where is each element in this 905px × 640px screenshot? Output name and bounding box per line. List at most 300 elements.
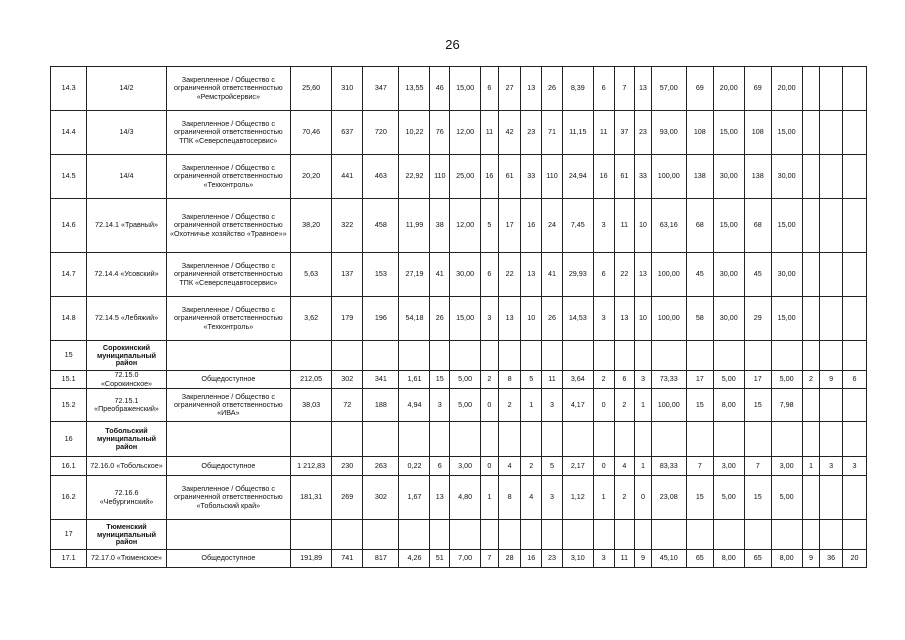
- table-cell: 5,00: [450, 389, 481, 422]
- table-cell: 30,00: [713, 155, 744, 199]
- table-cell: 108: [686, 111, 713, 155]
- ground-category: Закрепленное / Общество с ограниченной ответственностью «Техконтроль»: [166, 297, 290, 341]
- table-cell: 263: [363, 457, 399, 476]
- table-cell: 11: [542, 371, 563, 389]
- table-cell: 38: [430, 199, 450, 253]
- row-number: 17.1: [51, 550, 87, 568]
- table-cell: [802, 520, 820, 550]
- region-name: Тобольский муниципальный район: [87, 422, 167, 457]
- table-cell: [593, 520, 614, 550]
- table-cell: 11: [614, 199, 635, 253]
- table-cell: 6: [593, 67, 614, 111]
- table-cell: 310: [332, 67, 363, 111]
- table-cell: 10: [635, 199, 652, 253]
- table-cell: [614, 520, 635, 550]
- table-cell: 3,00: [450, 457, 481, 476]
- table-row: [51, 253, 867, 297]
- table-cell: 20,00: [771, 67, 802, 111]
- table-cell: 24: [542, 199, 563, 253]
- table-cell: 6: [481, 67, 499, 111]
- table-cell: [842, 253, 866, 297]
- table-cell: 5,00: [713, 476, 744, 520]
- table-cell: 8: [498, 371, 521, 389]
- table-cell: [820, 253, 843, 297]
- table-cell: 45,10: [651, 550, 686, 568]
- table-cell: 2: [614, 476, 635, 520]
- table-cell: [430, 520, 450, 550]
- table-cell: 302: [332, 371, 363, 389]
- table-cell: [450, 520, 481, 550]
- table-cell: 23: [635, 111, 652, 155]
- table-cell: 3: [481, 297, 499, 341]
- table-cell: 25,60: [290, 67, 331, 111]
- table-cell: 69: [744, 67, 771, 111]
- table-cell: [802, 297, 820, 341]
- table-cell: [842, 520, 866, 550]
- table-cell: 4: [498, 457, 521, 476]
- table-cell: 13: [521, 67, 542, 111]
- table-cell: 65: [744, 550, 771, 568]
- table-cell: 13: [635, 67, 652, 111]
- table-cell: 3: [593, 297, 614, 341]
- table-cell: [802, 422, 820, 457]
- row-number: 14.4: [51, 111, 87, 155]
- table-cell: 20,20: [290, 155, 331, 199]
- table-cell: 24,94: [562, 155, 593, 199]
- table-cell: 3: [842, 457, 866, 476]
- table-cell: 7,00: [450, 550, 481, 568]
- table-row: [51, 111, 867, 155]
- table-cell: 181,31: [290, 476, 331, 520]
- table-cell: 10: [521, 297, 542, 341]
- table-cell: 6: [614, 371, 635, 389]
- table-cell: [363, 520, 399, 550]
- table-cell: 16: [481, 155, 499, 199]
- table-cell: [521, 520, 542, 550]
- table-cell: 72: [332, 389, 363, 422]
- table-cell: 5,00: [771, 476, 802, 520]
- table-cell: 23: [542, 550, 563, 568]
- row-number: 15.1: [51, 371, 87, 389]
- region-row: [51, 341, 867, 371]
- ground-name: 72.14.4 «Усовский»: [87, 253, 167, 297]
- table-cell: 230: [332, 457, 363, 476]
- table-cell: [686, 341, 713, 371]
- table-cell: [802, 199, 820, 253]
- table-cell: 100,00: [651, 297, 686, 341]
- table-cell: 41: [542, 253, 563, 297]
- table-cell: 10: [635, 297, 652, 341]
- table-cell: 4,17: [562, 389, 593, 422]
- table-cell: 138: [686, 155, 713, 199]
- table-cell: [842, 199, 866, 253]
- table-cell: 54,18: [399, 297, 430, 341]
- table-cell: [481, 341, 499, 371]
- table-cell: 5,00: [771, 371, 802, 389]
- table-cell: 58: [686, 297, 713, 341]
- table-cell: 15,00: [713, 199, 744, 253]
- table-cell: 30,00: [713, 253, 744, 297]
- table-cell: 13,55: [399, 67, 430, 111]
- table-cell: 11,99: [399, 199, 430, 253]
- table-cell: 1: [635, 457, 652, 476]
- table-cell: 2,17: [562, 457, 593, 476]
- table-cell: [481, 520, 499, 550]
- table-cell: 23: [521, 111, 542, 155]
- table-cell: 269: [332, 476, 363, 520]
- table-cell: 57,00: [651, 67, 686, 111]
- region-row: [51, 422, 867, 457]
- table-cell: [450, 422, 481, 457]
- table-cell: [399, 520, 430, 550]
- ground-category: Закрепленное / Общество с ограниченной ответственностью «ИВА»: [166, 389, 290, 422]
- table-cell: 5,00: [713, 371, 744, 389]
- table-cell: 28: [498, 550, 521, 568]
- table-cell: [542, 341, 563, 371]
- table-cell: 8,00: [771, 550, 802, 568]
- table-cell: [713, 422, 744, 457]
- table-row: [51, 155, 867, 199]
- table-cell: 16: [521, 199, 542, 253]
- table-cell: 5: [542, 457, 563, 476]
- table-cell: 2: [614, 389, 635, 422]
- table-cell: 100,00: [651, 253, 686, 297]
- table-cell: [744, 422, 771, 457]
- table-cell: 3: [593, 550, 614, 568]
- table-cell: 4: [521, 476, 542, 520]
- table-cell: [842, 111, 866, 155]
- table-cell: 15,00: [771, 111, 802, 155]
- table-cell: 7,45: [562, 199, 593, 253]
- table-cell: 6: [593, 253, 614, 297]
- table-cell: 3,00: [713, 457, 744, 476]
- table-cell: 5,00: [450, 371, 481, 389]
- table-cell: 29: [744, 297, 771, 341]
- table-cell: [842, 476, 866, 520]
- page-number: 26: [445, 37, 460, 52]
- table-cell: 7: [481, 550, 499, 568]
- table-cell: 33: [635, 155, 652, 199]
- table-cell: 61: [498, 155, 521, 199]
- ground-name: 14/3: [87, 111, 167, 155]
- table-cell: 12,00: [450, 199, 481, 253]
- table-cell: 720: [363, 111, 399, 155]
- table-cell: 6: [481, 253, 499, 297]
- table-cell: 153: [363, 253, 399, 297]
- table-cell: 14,53: [562, 297, 593, 341]
- table-cell: 341: [363, 371, 399, 389]
- table-row: [51, 457, 867, 476]
- table-cell: [744, 341, 771, 371]
- ground-category: Закрепленное / Общество с ограниченной ответственностью ТПК «Северспецавтосервис»: [166, 111, 290, 155]
- table-cell: 1: [481, 476, 499, 520]
- table-cell: 26: [542, 67, 563, 111]
- ground-category: Закрепленное / Общество с ограниченной ответственностью «Техконтроль»: [166, 155, 290, 199]
- table-cell: 137: [332, 253, 363, 297]
- table-cell: 30,00: [713, 297, 744, 341]
- ground-name: 72.16.0 «Тобольское»: [87, 457, 167, 476]
- table-cell: 3: [635, 371, 652, 389]
- table-cell: 37: [614, 111, 635, 155]
- table-cell: 13: [635, 253, 652, 297]
- table-cell: 1 212,83: [290, 457, 331, 476]
- table-row: [51, 371, 867, 389]
- table-cell: 25,00: [450, 155, 481, 199]
- table-cell: 2: [802, 371, 820, 389]
- table-cell: [635, 341, 652, 371]
- table-cell: 9: [802, 550, 820, 568]
- ground-category: Закрепленное / Общество с ограниченной ответственностью «Охотничье хозяйство «Травное»»: [166, 199, 290, 253]
- ground-category: Общедоступное: [166, 457, 290, 476]
- table-cell: 68: [686, 199, 713, 253]
- table-cell: 0: [593, 457, 614, 476]
- table-cell: 68: [744, 199, 771, 253]
- table-cell: 3,00: [771, 457, 802, 476]
- table-cell: 15,00: [771, 199, 802, 253]
- region-name: Тюменский муниципальный район: [87, 520, 167, 550]
- table-cell: [651, 341, 686, 371]
- table-cell: [399, 341, 430, 371]
- table-cell: 6: [842, 371, 866, 389]
- table-cell: 100,00: [651, 155, 686, 199]
- row-number: 17: [51, 520, 87, 550]
- table-cell: 27: [498, 67, 521, 111]
- row-number: 16: [51, 422, 87, 457]
- table-cell: 1: [802, 457, 820, 476]
- table-cell: 9: [635, 550, 652, 568]
- table-cell: 27,19: [399, 253, 430, 297]
- table-cell: 30,00: [771, 155, 802, 199]
- table-cell: 1: [521, 389, 542, 422]
- table-cell: 5,63: [290, 253, 331, 297]
- ground-name: 72.17.0 «Тюменское»: [87, 550, 167, 568]
- table-cell: 26: [430, 297, 450, 341]
- ground-category: Закрепленное / Общество с ограниченной ответственностью ТПК «Северспецавтосервис»: [166, 253, 290, 297]
- table-cell: 4,80: [450, 476, 481, 520]
- table-cell: 212,05: [290, 371, 331, 389]
- ground-name: 14/2: [87, 67, 167, 111]
- table-cell: 8: [498, 476, 521, 520]
- table-cell: 7,98: [771, 389, 802, 422]
- table-cell: [686, 422, 713, 457]
- table-cell: 741: [332, 550, 363, 568]
- table-cell: 45: [686, 253, 713, 297]
- table-cell: 110: [542, 155, 563, 199]
- row-number: 16.1: [51, 457, 87, 476]
- row-number: 14.7: [51, 253, 87, 297]
- table-cell: [562, 422, 593, 457]
- table-cell: [290, 520, 331, 550]
- table-cell: 3: [430, 389, 450, 422]
- hunting-grounds-table: [50, 66, 867, 568]
- table-cell: 110: [430, 155, 450, 199]
- table-cell: 3,62: [290, 297, 331, 341]
- table-cell: 458: [363, 199, 399, 253]
- table-cell: 1,67: [399, 476, 430, 520]
- table-cell: 2: [593, 371, 614, 389]
- table-cell: 6: [430, 457, 450, 476]
- table-cell: 65: [686, 550, 713, 568]
- table-cell: 20: [842, 550, 866, 568]
- table-cell: 1: [593, 476, 614, 520]
- table-cell: 4: [614, 457, 635, 476]
- table-cell: 8,39: [562, 67, 593, 111]
- table-cell: [820, 67, 843, 111]
- table-cell: 5: [521, 371, 542, 389]
- table-cell: 76: [430, 111, 450, 155]
- table-cell: [802, 67, 820, 111]
- table-cell: [498, 520, 521, 550]
- table-cell: 17: [744, 371, 771, 389]
- table-cell: [842, 297, 866, 341]
- table-cell: 188: [363, 389, 399, 422]
- table-cell: 2: [498, 389, 521, 422]
- table-cell: [651, 520, 686, 550]
- table-cell: [481, 422, 499, 457]
- table-row: [51, 476, 867, 520]
- table-cell: [842, 341, 866, 371]
- table-cell: [802, 476, 820, 520]
- table-cell: 22: [614, 253, 635, 297]
- table-cell: [332, 341, 363, 371]
- table-cell: [593, 341, 614, 371]
- table-cell: [593, 422, 614, 457]
- table-cell: [635, 422, 652, 457]
- ground-name: 72.16.6 «Чебургинский»: [87, 476, 167, 520]
- table-cell: [363, 422, 399, 457]
- table-cell: [651, 422, 686, 457]
- table-cell: 463: [363, 155, 399, 199]
- table-cell: [542, 422, 563, 457]
- table-cell: 30,00: [771, 253, 802, 297]
- table-cell: [713, 341, 744, 371]
- table-cell: 817: [363, 550, 399, 568]
- region-name: Сорокинский муниципальный район: [87, 341, 167, 371]
- table-cell: [332, 422, 363, 457]
- table-cell: 138: [744, 155, 771, 199]
- table-cell: 11: [593, 111, 614, 155]
- table-cell: [686, 520, 713, 550]
- table-cell: [820, 155, 843, 199]
- table-cell: [430, 341, 450, 371]
- table-cell: 1,12: [562, 476, 593, 520]
- table-cell: [820, 422, 843, 457]
- table-cell: [820, 297, 843, 341]
- table-cell: [744, 520, 771, 550]
- table-cell: 3: [542, 389, 563, 422]
- table-cell: [802, 155, 820, 199]
- table-cell: 38,20: [290, 199, 331, 253]
- table-cell: 322: [332, 199, 363, 253]
- table-cell: [802, 111, 820, 155]
- region-row: [51, 520, 867, 550]
- table-cell: 13: [498, 297, 521, 341]
- table-cell: [614, 341, 635, 371]
- table-cell: [498, 341, 521, 371]
- table-row: [51, 199, 867, 253]
- table-cell: 73,33: [651, 371, 686, 389]
- table-cell: 3: [542, 476, 563, 520]
- table-cell: [842, 67, 866, 111]
- table-cell: [771, 422, 802, 457]
- table-cell: 3: [820, 457, 843, 476]
- table-cell: [771, 520, 802, 550]
- table-cell: [771, 341, 802, 371]
- table-cell: 10,22: [399, 111, 430, 155]
- table-cell: [332, 520, 363, 550]
- table-cell: 11: [614, 550, 635, 568]
- table-cell: 1: [635, 389, 652, 422]
- table-cell: [820, 199, 843, 253]
- table-cell: 16: [593, 155, 614, 199]
- table-cell: [842, 155, 866, 199]
- table-cell: [713, 520, 744, 550]
- ground-name: 72.15.1 «Преображенский»: [87, 389, 167, 422]
- table-row: [51, 550, 867, 568]
- table-cell: 5: [481, 199, 499, 253]
- table-cell: 7: [744, 457, 771, 476]
- table-cell: 15,00: [771, 297, 802, 341]
- table-cell: [635, 520, 652, 550]
- table-cell: 83,33: [651, 457, 686, 476]
- table-cell: 8,00: [713, 550, 744, 568]
- table-cell: 100,00: [651, 389, 686, 422]
- table-cell: 29,93: [562, 253, 593, 297]
- ground-name: 72.14.5 «Лебяжий»: [87, 297, 167, 341]
- table-cell: 70,46: [290, 111, 331, 155]
- table-cell: [498, 422, 521, 457]
- table-cell: 63,16: [651, 199, 686, 253]
- table-cell: [166, 341, 290, 371]
- table-cell: 179: [332, 297, 363, 341]
- table-cell: 33: [521, 155, 542, 199]
- table-cell: 7: [614, 67, 635, 111]
- table-cell: 0: [635, 476, 652, 520]
- table-cell: 3,10: [562, 550, 593, 568]
- ground-name: 72.14.1 «Травный»: [87, 199, 167, 253]
- table-cell: [521, 422, 542, 457]
- row-number: 15: [51, 341, 87, 371]
- row-number: 14.5: [51, 155, 87, 199]
- table-cell: 45: [744, 253, 771, 297]
- table-cell: 4,94: [399, 389, 430, 422]
- table-cell: [450, 341, 481, 371]
- table-cell: 0,22: [399, 457, 430, 476]
- table-cell: [562, 520, 593, 550]
- table-cell: 22: [498, 253, 521, 297]
- table-cell: [562, 341, 593, 371]
- table-cell: [363, 341, 399, 371]
- table-cell: 11,15: [562, 111, 593, 155]
- table-cell: 61: [614, 155, 635, 199]
- table-cell: 15,00: [450, 67, 481, 111]
- table-cell: 26: [542, 297, 563, 341]
- table-cell: 12,00: [450, 111, 481, 155]
- row-number: 15.2: [51, 389, 87, 422]
- table-cell: 23,08: [651, 476, 686, 520]
- ground-category: Закрепленное / Общество с ограниченной ответственностью «Тобольский край»: [166, 476, 290, 520]
- ground-name: 72.15.0 «Сорокинское»: [87, 371, 167, 389]
- ground-category: Закрепленное / Общество с ограниченной ответственностью «Ремстройсервис»: [166, 67, 290, 111]
- table-cell: 9: [820, 371, 843, 389]
- table-cell: 2: [521, 457, 542, 476]
- table-cell: [614, 422, 635, 457]
- table-cell: [521, 341, 542, 371]
- table-cell: 7: [686, 457, 713, 476]
- table-cell: [820, 341, 843, 371]
- table-cell: 15: [430, 371, 450, 389]
- table-cell: 15: [686, 476, 713, 520]
